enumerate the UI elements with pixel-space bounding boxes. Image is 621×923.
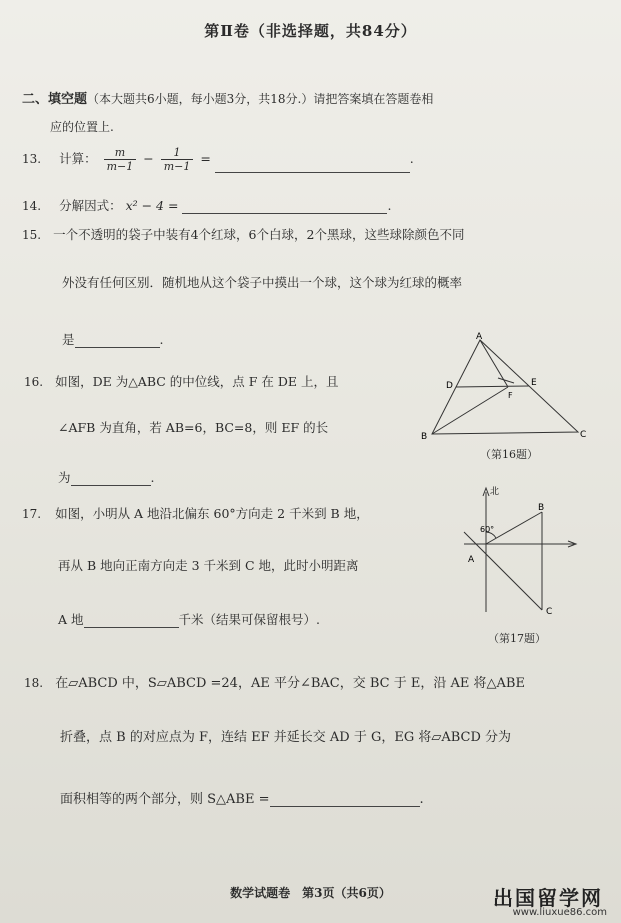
question-number: 15. [22,228,42,242]
question-text-line1: 如图，小明从 A 地沿北偏东 60°方向走 2 千米到 B 地， [55,506,369,521]
period: . [150,470,155,485]
question-text: 是 [62,332,75,347]
period: . [387,198,392,213]
fig16-label-b: B [421,432,428,442]
question-14 [22,196,391,214]
question-16 [24,372,339,390]
question-number: 13. [22,152,42,166]
numerator: m [104,146,137,160]
angle-label: 60° [480,525,495,534]
section-title: 二、填空题 [22,92,88,107]
answer-blank[interactable] [270,792,420,807]
question-label: 计算： [59,151,97,166]
question-13 [22,146,414,173]
question-16-line2: ∠AFB 为直角，若 AB=6，BC=8，则 EF 的长 [58,420,329,435]
denominator: m−1 [106,160,134,173]
question-number: 18. [24,676,44,690]
question-text: 面积相等的两个部分，则 S△ABE = [60,792,270,807]
question-text-tail: 千米（结果可保留根号）. [178,612,320,627]
question-number: 17. [22,507,42,521]
answer-blank[interactable] [182,199,387,214]
operator: − [143,151,154,166]
figure-16-triangle [418,330,593,445]
fig16-label-d: D [446,381,453,391]
section-instruction-cont: 应的位置上. [50,120,114,134]
period: . [159,332,164,347]
question-18-line2: 折叠，点 B 的对应点为 F，连结 EF 并延长交 AD 于 G，EG 将▱ABCD 分为 [60,730,512,745]
question-17-line2: 再从 B 地向正南方向走 3 千米到 C 地，此时小明距离 [58,558,359,573]
question-text: A 地 [58,612,84,627]
denominator: m−1 [163,160,191,173]
fig17-label-a: A [468,555,475,565]
fraction-1 [104,146,137,173]
fig16-label-a: A [476,332,483,342]
segment-bf [432,387,508,434]
question-text-line1: 如图，DE 为△ABC 的中位线，点 F 在 DE 上，且 [55,374,339,389]
question-text-line1: 在▱ABCD 中，S▱ABCD =24，AE 平分∠BAC，交 BC 于 E，沿 AE 将△ABE [55,676,525,691]
fig17-label-b: B [538,503,545,513]
question-label: 分解因式： [59,198,122,213]
question-15-line3 [62,330,164,348]
question-text: 为 [58,470,71,485]
right-angle-mark [498,378,514,383]
period: . [409,151,414,166]
question-18 [24,672,525,691]
question-15 [22,225,464,243]
fraction-2 [161,146,194,173]
answer-blank[interactable] [75,333,160,348]
fig16-label-e: E [531,378,537,388]
fig16-label-f: F [508,391,513,400]
figure-16-caption: （第16题） [480,448,538,461]
segment-ab [486,512,542,544]
question-16-line3 [58,468,155,486]
fig17-label-c: C [546,607,553,617]
page-title: 第Ⅱ卷（非选择题，共84分） [204,22,417,40]
question-number: 16. [24,375,44,389]
section-heading [22,88,602,107]
watermark-url: www.liuxue86.com [512,907,607,918]
question-15-line2: 外没有任何区别．随机地从这个袋子中摸出一个球，这个球为红球的概率 [62,275,463,290]
watermark-logo: 出国留学网 [493,886,603,910]
question-number: 14. [22,199,42,213]
page-footer: 数学试题卷 第3页（共6页） [230,886,391,900]
figure-17-caption: （第17题） [488,632,546,645]
figure-17-direction [456,482,586,622]
north-label: 北 [490,487,500,497]
math-expression: x² − 4 = [125,198,179,213]
question-17 [22,504,369,522]
section-instruction: （本大题共6小题，每小题3分，共18分.）请把答案填在答题卷相 [87,92,434,106]
answer-blank[interactable] [71,471,151,486]
numerator: 1 [161,146,194,160]
answer-blank[interactable] [215,158,410,173]
question-18-line3 [60,788,424,807]
question-17-line3 [58,610,320,628]
answer-blank[interactable] [84,613,179,628]
fig16-label-c: C [580,430,587,440]
equals-sign: = [200,151,211,166]
question-text-line1: 一个不透明的袋子中装有4个红球，6个白球，2个黑球，这些球除颜色不同 [53,227,465,242]
period: . [419,792,424,807]
midline-de [456,386,529,387]
